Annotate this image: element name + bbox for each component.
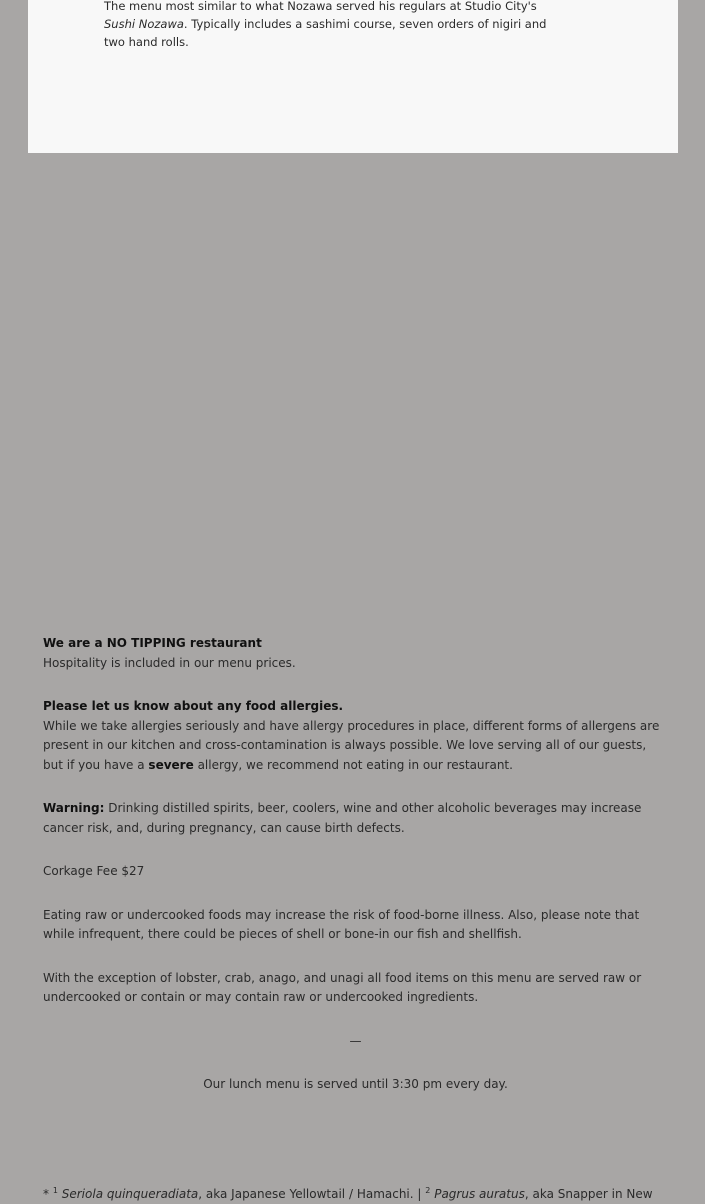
no-tipping-heading: We are a NO TIPPING restaurant xyxy=(43,636,262,650)
footnote-aka-1: , aka Japanese Yellowtail / Hamachi. xyxy=(198,1187,414,1201)
footnote-species-1: Seriola quinqueradiata xyxy=(61,1187,199,1201)
footnote-star: * xyxy=(43,1187,49,1201)
menu-card xyxy=(28,0,678,153)
allergy-text-tail: allergy, we recommend not eating in our restaurant. xyxy=(197,757,513,772)
corkage-fee: Corkage Fee $27 xyxy=(43,864,145,878)
footnote-species-2: Pagrus auratus xyxy=(434,1187,525,1201)
footnote-marker-1: 1 xyxy=(52,1186,58,1195)
raw-food-notice: Eating raw or undercooked foods may increase the risk of food-borne illness. Also, please note that while infrequent, there could be pieces of shell or bone-in our fish and shellfish. xyxy=(43,907,640,941)
menu-description-text: The menu most similar to what Nozawa served his regulars at Studio City's xyxy=(104,0,537,13)
allergy-text: While we take allergies seriously and have allergy procedures in place, different forms of allergens are present in our kitchen and cross-contamination is always possible. We love serving all of our guests, but if you have a xyxy=(43,718,660,772)
raw-exception-notice: With the exception of lobster, crab, anago, and unagi all food items on this menu are served raw or undercooked or contain or may contain raw or undercooked ingredients. xyxy=(43,970,642,1004)
lunch-hours: Our lunch menu is served until 3:30 pm every day. xyxy=(203,1077,508,1091)
menu-description-tail: . Typically includes a sashimi course, seven orders of nigiri and two hand rolls. xyxy=(104,17,547,49)
no-tipping-notice xyxy=(43,634,668,673)
footnote-separator: | xyxy=(417,1187,422,1201)
menu-description-restaurant-name: Sushi Nozawa xyxy=(104,17,184,31)
no-tipping-text: Hospitality is included in our menu prices. xyxy=(43,655,296,670)
allergy-severe-emphasis: severe xyxy=(148,757,194,772)
allergy-heading: Please let us know about any food allergies. xyxy=(43,699,344,713)
notices-section xyxy=(43,634,668,1119)
warning-text: Drinking distilled spirits, beer, coolers, wine and other alcoholic beverages may increase cancer risk, and, during pregnancy, can cause birth defects. xyxy=(43,801,642,835)
menu-description xyxy=(104,0,554,51)
allergy-notice xyxy=(43,697,668,775)
warning-label: Warning: xyxy=(43,801,105,815)
alcohol-warning xyxy=(43,799,668,838)
footnote-marker-2: 2 xyxy=(425,1186,431,1195)
divider: — xyxy=(349,1033,362,1048)
species-footnote xyxy=(43,1181,683,1204)
footnote-aka-2: , aka Snapper in New xyxy=(524,1187,653,1201)
